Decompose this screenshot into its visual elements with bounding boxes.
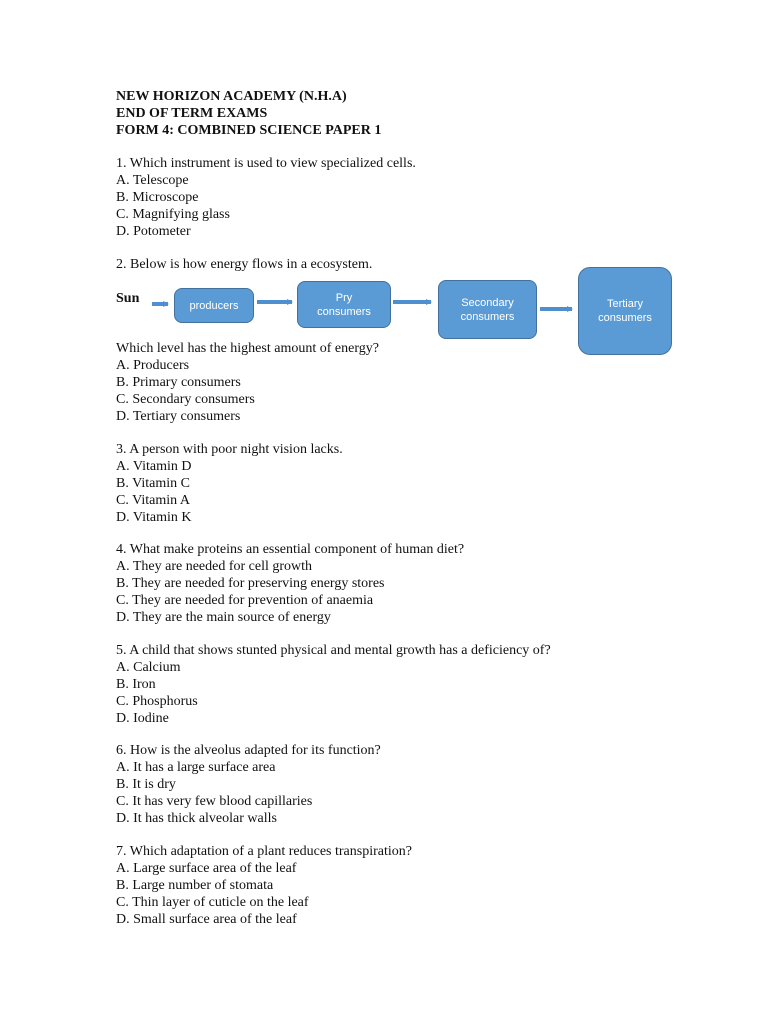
option-a: A. Calcium <box>116 660 181 675</box>
option-d: D. Vitamin K <box>116 510 192 525</box>
question-stem: 6. How is the alveolus adapted for its function? <box>116 743 381 758</box>
option-c: C. It has very few blood capillaries <box>116 794 313 809</box>
question-stem: 2. Below is how energy flows in a ecosystem. <box>116 257 373 272</box>
question-4 <box>116 541 464 626</box>
option-a: A. It has a large surface area <box>116 760 276 775</box>
sun-label: Sun <box>116 291 140 306</box>
option-b: B. It is dry <box>116 777 176 792</box>
option-d: D. Potometer <box>116 224 191 239</box>
option-c: C. Thin layer of cuticle on the leaf <box>116 895 309 910</box>
option-b: B. Iron <box>116 677 156 692</box>
option-a: A. Large surface area of the leaf <box>116 861 297 876</box>
option-c: C. Vitamin A <box>116 493 190 508</box>
option-d: D. Iodine <box>116 711 169 726</box>
question-6 <box>116 742 381 827</box>
option-d: D. They are the main source of energy <box>116 610 331 625</box>
box-primary-consumers <box>297 281 391 328</box>
question-5 <box>116 642 551 727</box>
question-stem: 1. Which instrument is used to view specialized cells. <box>116 156 416 171</box>
option-d: D. It has thick alveolar walls <box>116 811 277 826</box>
option-b: B. Large number of stomata <box>116 878 274 893</box>
box-label: Tertiary consumers <box>598 298 652 324</box>
box-label: Secondary consumers <box>460 296 515 323</box>
question-stem: 4. What make proteins an essential component of human diet? <box>116 542 465 557</box>
school-name: NEW HORIZON ACADEMY (N.H.A) <box>116 89 347 104</box>
box-label: producers <box>189 299 239 312</box>
option-a: A. Vitamin D <box>116 459 192 474</box>
option-c: C. They are needed for prevention of anaemia <box>116 593 374 608</box>
option-b: B. Primary consumers <box>116 375 241 390</box>
question-7 <box>116 843 412 928</box>
box-tertiary-consumers <box>578 267 672 355</box>
question-3 <box>116 441 343 526</box>
question-stem: 5. A child that shows stunted physical and mental growth has a deficiency of? <box>116 643 551 658</box>
option-a: A. They are needed for cell growth <box>116 559 313 574</box>
question-sub-stem: Which level has the highest amount of energy? <box>116 341 379 356</box>
option-d: D. Tertiary consumers <box>116 409 241 424</box>
option-a: A. Telescope <box>116 173 189 188</box>
option-d: D. Small surface area of the leaf <box>116 912 297 927</box>
question-stem: 7. Which adaptation of a plant reduces transpiration? <box>116 844 412 859</box>
exam-title: END OF TERM EXAMS <box>116 106 268 121</box>
box-producers <box>174 288 254 323</box>
option-c: C. Secondary consumers <box>116 392 255 407</box>
option-b: B. Microscope <box>116 190 199 205</box>
option-a: A. Producers <box>116 358 190 373</box>
option-c: C. Magnifying glass <box>116 207 230 222</box>
question-stem: 3. A person with poor night vision lacks. <box>116 442 343 457</box>
option-c: C. Phosphorus <box>116 694 198 709</box>
option-b: B. They are needed for preserving energy stores <box>116 576 385 591</box>
box-secondary-consumers <box>438 280 537 339</box>
question-2-options <box>116 340 379 425</box>
box-label: Pry consumers <box>317 291 371 318</box>
paper-title: FORM 4: COMBINED SCIENCE PAPER 1 <box>116 123 382 138</box>
option-b: B. Vitamin C <box>116 476 190 491</box>
